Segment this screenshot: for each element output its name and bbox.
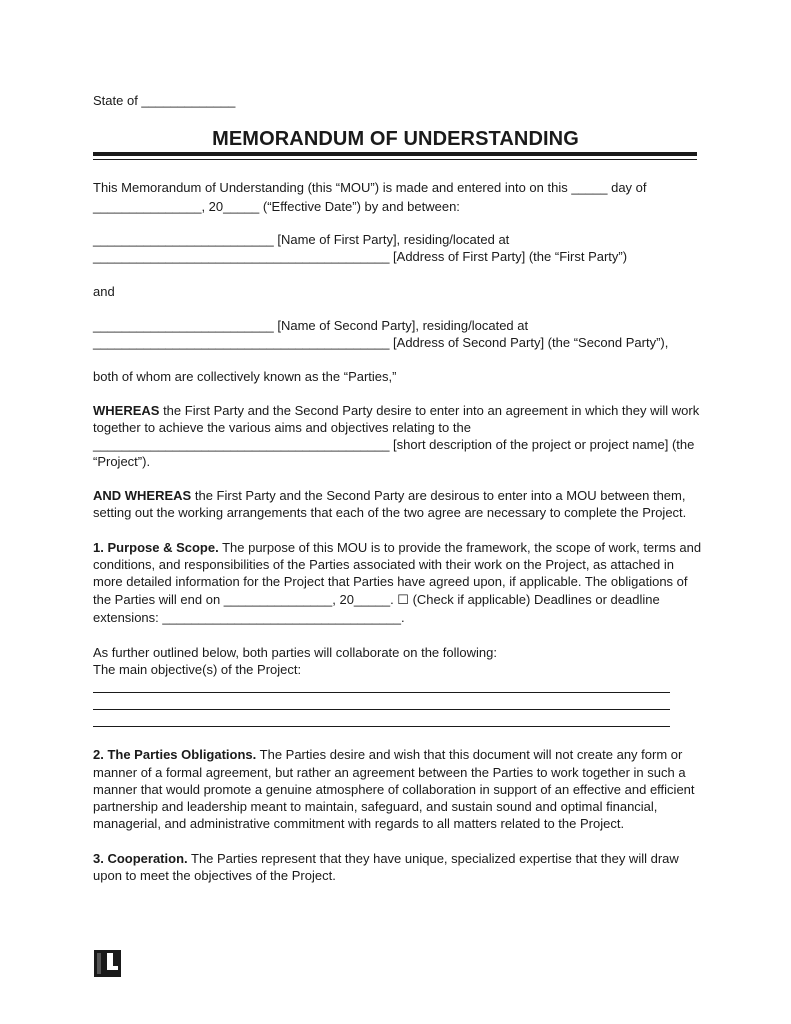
intro-line-2: _______________, 20_____ (“Effective Date”) by and between: (93, 199, 460, 214)
section1-line-2: conditions, and responsibilities of the Parties associated with their work on the Project, as attached in (93, 557, 674, 572)
whereas-lead: WHEREAS (93, 403, 160, 418)
and-whereas-line-1 (93, 488, 685, 504)
whereas-line-1 (93, 403, 699, 419)
intro-line-1: This Memorandum of Understanding (this “MOU”) is made and entered into on this _____ day of (93, 180, 647, 195)
section3-text-1: The Parties represent that they have unique, specialized expertise that they will draw (187, 851, 679, 866)
whereas-line-3: _________________________________________ [short description of the project or project name] (the (93, 437, 695, 452)
section1-line-4: the Parties will end on _______________, 20_____. ☐ (Check if applicable) Deadlines or deadline (93, 592, 660, 607)
collaborate-line-1: As further outlined below, both parties will collaborate on the following: (93, 645, 497, 660)
state-line: State of _____________ (93, 93, 236, 108)
objective-blank-line (93, 726, 670, 727)
collectively-line: both of whom are collectively known as the “Parties,” (93, 369, 397, 384)
whereas-line-2: together to achieve the various aims and objectives relating to the (93, 420, 471, 435)
section2-text-1: The Parties desire and wish that this document will not create any form or (256, 747, 683, 762)
section2-line-2: manner of a formal agreement, but rather an agreement between the Parties to work together in such a (93, 765, 686, 780)
collaborate-line-2: The main objective(s) of the Project: (93, 662, 302, 677)
section1-text-1: The purpose of this MOU is to provide the framework, the scope of work, terms and (218, 540, 702, 555)
objective-blank-line (93, 692, 670, 693)
section3-line-2: upon to meet the objectives of the Project. (93, 868, 336, 883)
first-party-line-1: _________________________ [Name of First Party], residing/located at (93, 232, 510, 247)
and-whereas-lead: AND WHEREAS (93, 488, 192, 503)
and-word: and (93, 284, 115, 299)
second-party-line-1: _________________________ [Name of Second Party], residing/located at (93, 318, 529, 333)
title-rule-thick (93, 152, 697, 156)
section1-heading: 1. Purpose & Scope. (93, 540, 219, 555)
section2-heading: 2. The Parties Obligations. (93, 747, 257, 762)
title-rule-thin (93, 159, 697, 160)
section2-line-3: manner that would promote a genuine atmosphere of collaboration in support of an effective and efficient (93, 782, 695, 797)
document-title: MEMORANDUM OF UNDERSTANDING (212, 128, 579, 150)
document-brand-logo-icon (94, 950, 121, 977)
section2-line-5: managerial, and administrative commitment with regards to all matters related to the Project. (93, 816, 625, 831)
section3-heading: 3. Cooperation. (93, 851, 188, 866)
section1-line-3: more detailed information for the Project that Parties have agreed upon, if applicable. The obligations of (93, 574, 688, 589)
and-whereas-line-2: setting out the working arrangements that each of the two agree are necessary to complete the Project. (93, 505, 687, 520)
section2-line-4: partnership and leadership meant to maintain, safeguard, and sustain sound and optimal financial, (93, 799, 658, 814)
and-whereas-text-1: the First Party and the Second Party are desirous to enter into a MOU between them, (191, 488, 686, 503)
section1-line-1 (93, 540, 701, 556)
whereas-text-1: the First Party and the Second Party desire to enter into an agreement in which they will work (159, 403, 700, 418)
second-party-line-2: _________________________________________ [Address of Second Party] (the “Second Party”), (93, 335, 669, 350)
first-party-line-2: _________________________________________ [Address of First Party] (the “First Party”) (93, 249, 628, 264)
objective-blank-line (93, 709, 670, 710)
section1-line-5: extensions: _________________________________. (93, 610, 405, 625)
section2-line-1 (93, 747, 682, 763)
section3-line-1 (93, 851, 679, 867)
whereas-line-4: “Project”). (93, 454, 151, 469)
